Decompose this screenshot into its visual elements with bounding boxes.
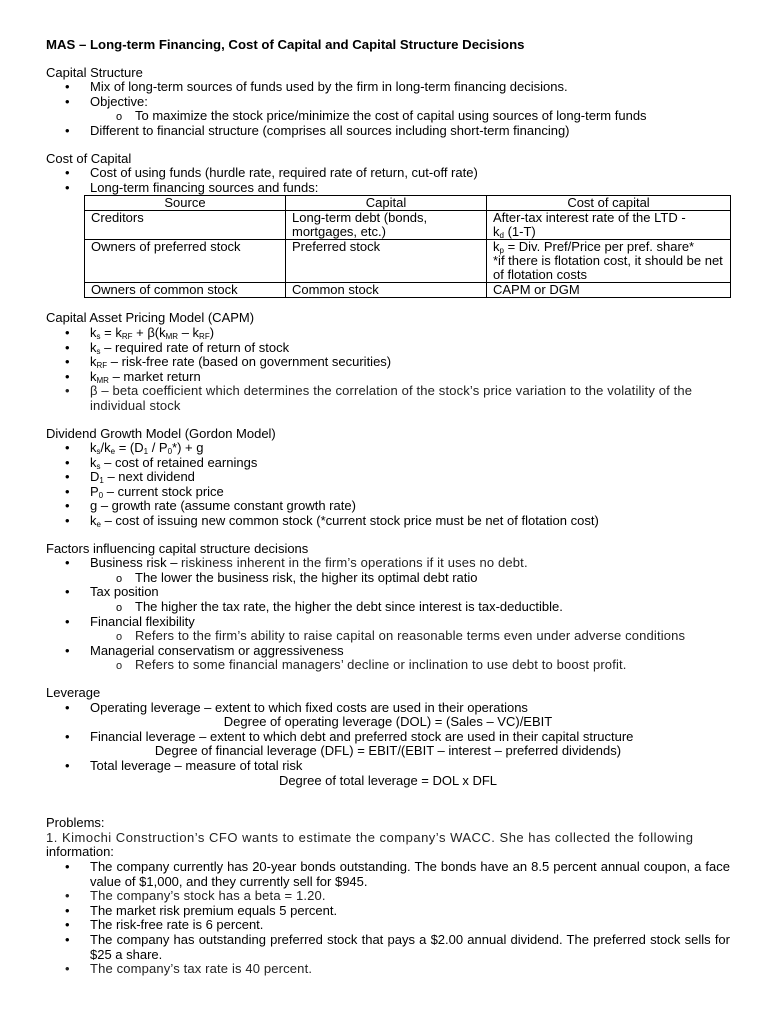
dfl-formula: Degree of financial leverage (DFL) = EBIT/(EBIT – interest – preferred dividends): [154, 743, 622, 759]
dgm-list: [46, 441, 730, 529]
list-item: • $k_{RF}$ – risk-free rate (based on government securities): [46, 355, 730, 370]
table-header: Cost of capital: [487, 196, 731, 211]
table-row: Creditors Long-term debt (bonds, mortgages, etc.) After-tax interest rate of the LTD - $k_d$ (1-T): [85, 211, 731, 240]
list-item: • β – beta coefficient which determines the correlation of the stock’s price variation to the volatility of the individual stock: [46, 384, 730, 413]
problem-1-text: 1. Kimochi Construction’s CFO wants to estimate the company’s WACC. She has collected the following: [46, 829, 694, 845]
table-header: Source: [85, 196, 286, 211]
problem-1-list: [46, 860, 730, 977]
cost-of-capital-list: [46, 166, 730, 195]
list-item: • Business risk – riskiness inherent in the firm’s operations if it uses no debt. o The lower the business risk, the higher its optimal debt ratio: [46, 556, 730, 585]
list-item: • The market risk premium equals 5 percent.: [46, 904, 730, 919]
list-item: • Financial leverage – extent to which debt and preferred stock are used in their capital structure Degree of financial leverage (DFL) = EBIT/(EBIT – interest – preferred dividends): [46, 730, 730, 759]
list-item: • The company has outstanding preferred stock that pays a $2.00 annual dividend. The preferred stock sells for $25 a share.: [46, 933, 730, 962]
list-item: • Tax position o The higher the tax rate, the higher the debt since interest is tax-deductible.: [46, 585, 730, 614]
list-item: • Cost of using funds (hurdle rate, required rate of return, cut-off rate): [46, 166, 730, 181]
dgm-heading: Dividend Growth Model (Gordon Model): [46, 425, 276, 441]
sub-list-item: o To maximize the stock price/minimize the cost of capital using sources of long-term funds: [90, 109, 730, 124]
sub-list-item: o Refers to some financial managers’ decline or inclination to use debt to boost profit.: [90, 658, 730, 673]
list-item: • $k_e$ – cost of issuing new common stock (*current stock price must be net of flotation cost): [46, 514, 730, 529]
list-item: • Managerial conservatism or aggressiveness o Refers to some financial managers’ decline or inclination to use debt to boost profit.: [46, 644, 730, 673]
list-item: • Mix of long-term sources of funds used by the firm in long-term financing decisions.: [46, 80, 730, 95]
factors-list: [46, 556, 730, 673]
leverage-heading: Leverage: [46, 685, 101, 700]
list-item: • Objective: o To maximize the stock price/minimize the cost of capital using sources of long-term funds: [46, 95, 730, 124]
list-item: • The company’s tax rate is 40 percent.: [46, 962, 730, 977]
sub-list-item: o The lower the business risk, the higher its optimal debt ratio: [90, 571, 730, 586]
table-row: Owners of preferred stock Preferred stock $k_p$ = Div. Pref/Price per pref. share* *if there is flotation cost, it should be net of flotation costs: [85, 240, 731, 283]
factors-heading: Factors influencing capital structure decisions: [46, 540, 309, 556]
list-item: • The company currently has 20-year bonds outstanding. The bonds have an 8.5 percent annual coupon, a face value of $1,000, and they currently sell for $945.: [46, 860, 730, 889]
capital-structure-list: [46, 80, 730, 138]
leverage-list: [46, 701, 730, 789]
dtl-formula: Degree of total leverage = DOL x DFL: [278, 772, 498, 788]
list-item: • Long-term financing sources and funds:: [46, 181, 730, 196]
page-title: MAS – Long-term Financing, Cost of Capital and Capital Structure Decisions: [46, 37, 525, 52]
cost-of-capital-heading: Cost of Capital: [46, 150, 132, 166]
list-item: • Different to financial structure (comprises all sources including short-term financing): [46, 124, 730, 139]
capital-structure-heading: Capital Structure: [46, 64, 143, 80]
table-header: Capital: [286, 196, 487, 211]
list-item: • $D_1$ – next dividend: [46, 470, 730, 485]
financing-sources-table: [84, 195, 731, 298]
list-item: • $k_s/k_e = (D_1 / P_0*) + g$: [46, 441, 730, 456]
problem-1-text-cont: information:: [46, 844, 114, 860]
list-item: • The risk-free rate is 6 percent.: [46, 918, 730, 933]
table-row: Owners of common stock Common stock CAPM or DGM: [85, 283, 731, 298]
sub-list-item: o Refers to the firm’s ability to raise capital on reasonable terms even under adverse conditions: [90, 629, 730, 644]
capm-heading: Capital Asset Pricing Model (CAPM): [46, 310, 255, 326]
list-item: • $P_0$ – current stock price: [46, 485, 730, 500]
sub-list-item: o The higher the tax rate, the higher the debt since interest is tax-deductible.: [90, 600, 730, 615]
document-page: [46, 38, 730, 977]
list-item: • Financial flexibility o Refers to the firm’s ability to raise capital on reasonable terms even under adverse conditions: [46, 615, 730, 644]
capm-list: [46, 326, 730, 414]
list-item: • The company’s stock has a beta = 1.20.: [46, 889, 730, 904]
list-item: • $k_s$ – required rate of return of stock: [46, 341, 730, 356]
list-item: • $k_s = k_{RF} + \beta(k_{MR} - k_{RF})$: [46, 326, 730, 341]
list-item: • $k_s$ – cost of retained earnings: [46, 456, 730, 471]
list-item: • Total leverage – measure of total risk Degree of total leverage = DOL x DFL: [46, 759, 730, 788]
dol-formula: Degree of operating leverage (DOL) = (Sales – VC)/EBIT: [223, 714, 553, 730]
list-item: • $k_{MR}$ – market return: [46, 370, 730, 385]
list-item: • g – growth rate (assume constant growth rate): [46, 499, 730, 514]
problems-heading: Problems:: [46, 815, 105, 831]
list-item: • Operating leverage – extent to which fixed costs are used in their operations Degree of operating leverage (DOL) = (Sales – VC)/EBIT: [46, 701, 730, 730]
